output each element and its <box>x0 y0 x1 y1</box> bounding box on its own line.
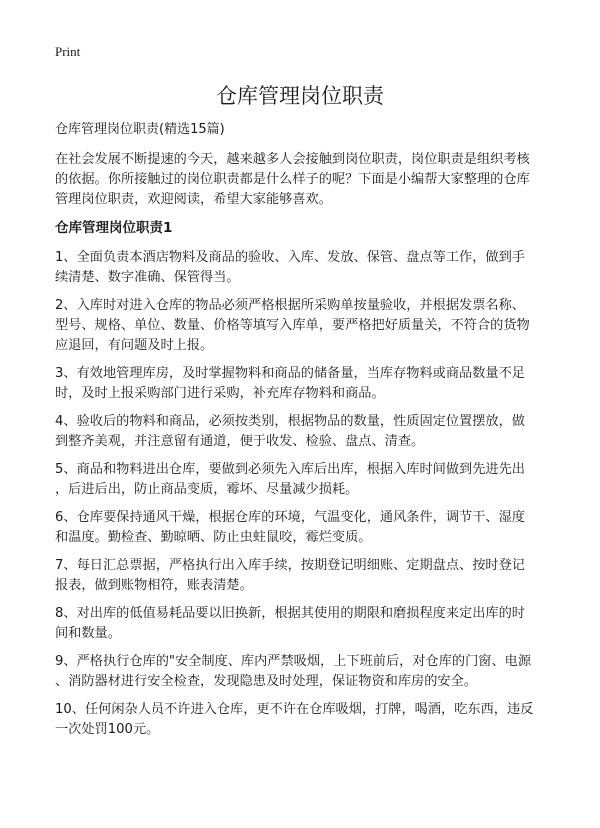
text-line: 管理岗位职责，欢迎阅读，希望大家能够喜欢。 <box>55 192 332 207</box>
print-link[interactable]: Print <box>55 44 81 59</box>
text-line: 2、入库时对进入仓库的物品必须严格根据所采购单按量验收，并根据发票名称、 <box>55 298 525 313</box>
duty-item <box>55 412 575 452</box>
text-line: 到整齐美观，并注意留有通道，便于收发、检验、盘点、清查。 <box>55 434 425 449</box>
duty-list <box>55 248 575 740</box>
duty-item <box>55 604 575 644</box>
text-line: ，后进后出，防止商品变质，霉坏、尽量减少损耗。 <box>55 482 359 497</box>
duty-item <box>55 460 575 500</box>
text-line: 4、验收后的物料和商品，必须按类别，根据物品的数量，性质固定位置摆放，做 <box>55 414 525 429</box>
text-line: 3、有效地管理库房，及时掌握物料和商品的储备量，当库存物料或商品数量不足 <box>55 366 525 381</box>
text-line: 续清楚、数字准确、保管得当。 <box>55 270 240 285</box>
page-title: 仓库管理岗位职责 <box>216 84 384 108</box>
text-line: 5、商品和物料进出仓库，要做到必须先入库后出库，根据入库时间做到先进先出 <box>55 462 525 477</box>
text-line: 9、严格执行仓库的"安全制度、库内严禁吸烟，上下班前后，对仓库的门窗、电源 <box>55 654 532 669</box>
text-line: 和温度。勤检查、勤晾晒、防止虫蛀鼠咬，霉烂变质。 <box>55 530 372 545</box>
duty-item <box>55 652 575 692</box>
duty-item <box>55 248 575 288</box>
text-line: 8、对出库的低值易耗品要以旧换新，根据其使用的期限和磨损程度来定出库的时 <box>55 606 525 621</box>
duty-item <box>55 508 575 548</box>
text-line: 7、每日汇总票据，严格执行出入库手续，按期登记明细账、定期盘点、按时登记 <box>55 558 525 573</box>
document-body <box>55 120 575 748</box>
text-line: 一次处罚100元。 <box>55 722 160 737</box>
text-line: 在社会发展不断提速的今天，越来越多人会接触到岗位职责，岗位职责是组织考核 <box>55 152 530 167</box>
text-line: 的依据。你所接触过的岗位职责都是什么样子的呢？下面是小编帮大家整理的仓库 <box>55 172 530 187</box>
text-line: 1、全面负责本酒店物料及商品的验收、入库、发放、保管、盘点等工作，做到手 <box>55 250 525 265</box>
text-line: 间和数量。 <box>55 626 121 641</box>
text-line: 时，及时上报采购部门进行采购，补充库存物料和商品。 <box>55 386 385 401</box>
duty-item <box>55 364 575 404</box>
subtitle: 仓库管理岗位职责(精选15篇) <box>55 122 225 137</box>
text-line: 报表，做到账物相符，账表清楚。 <box>55 578 253 593</box>
duty-item <box>55 556 575 596</box>
text-line: 型号、规格、单位、数量、价格等填写入库单，要严格把好质量关，不符合的货物 <box>55 318 530 333</box>
text-line: 10、任何闲杂人员不许进入仓库，更不许在仓库吸烟，打牌，喝酒，吃东西，违反 <box>55 702 534 717</box>
duty-item <box>55 700 575 740</box>
intro-paragraph <box>55 150 575 210</box>
duty-item <box>55 296 575 356</box>
text-line: 应退回，有问题及时上报。 <box>55 338 214 353</box>
text-line: 6、仓库要保持通风干燥，根据仓库的环境，气温变化，通风条件，调节干、湿度 <box>55 510 525 525</box>
section-heading: 仓库管理岗位职责1 <box>55 220 173 236</box>
text-line: 、消防器材进行安全检查，发现隐患及时处理，保证物资和库房的安全。 <box>55 674 477 689</box>
